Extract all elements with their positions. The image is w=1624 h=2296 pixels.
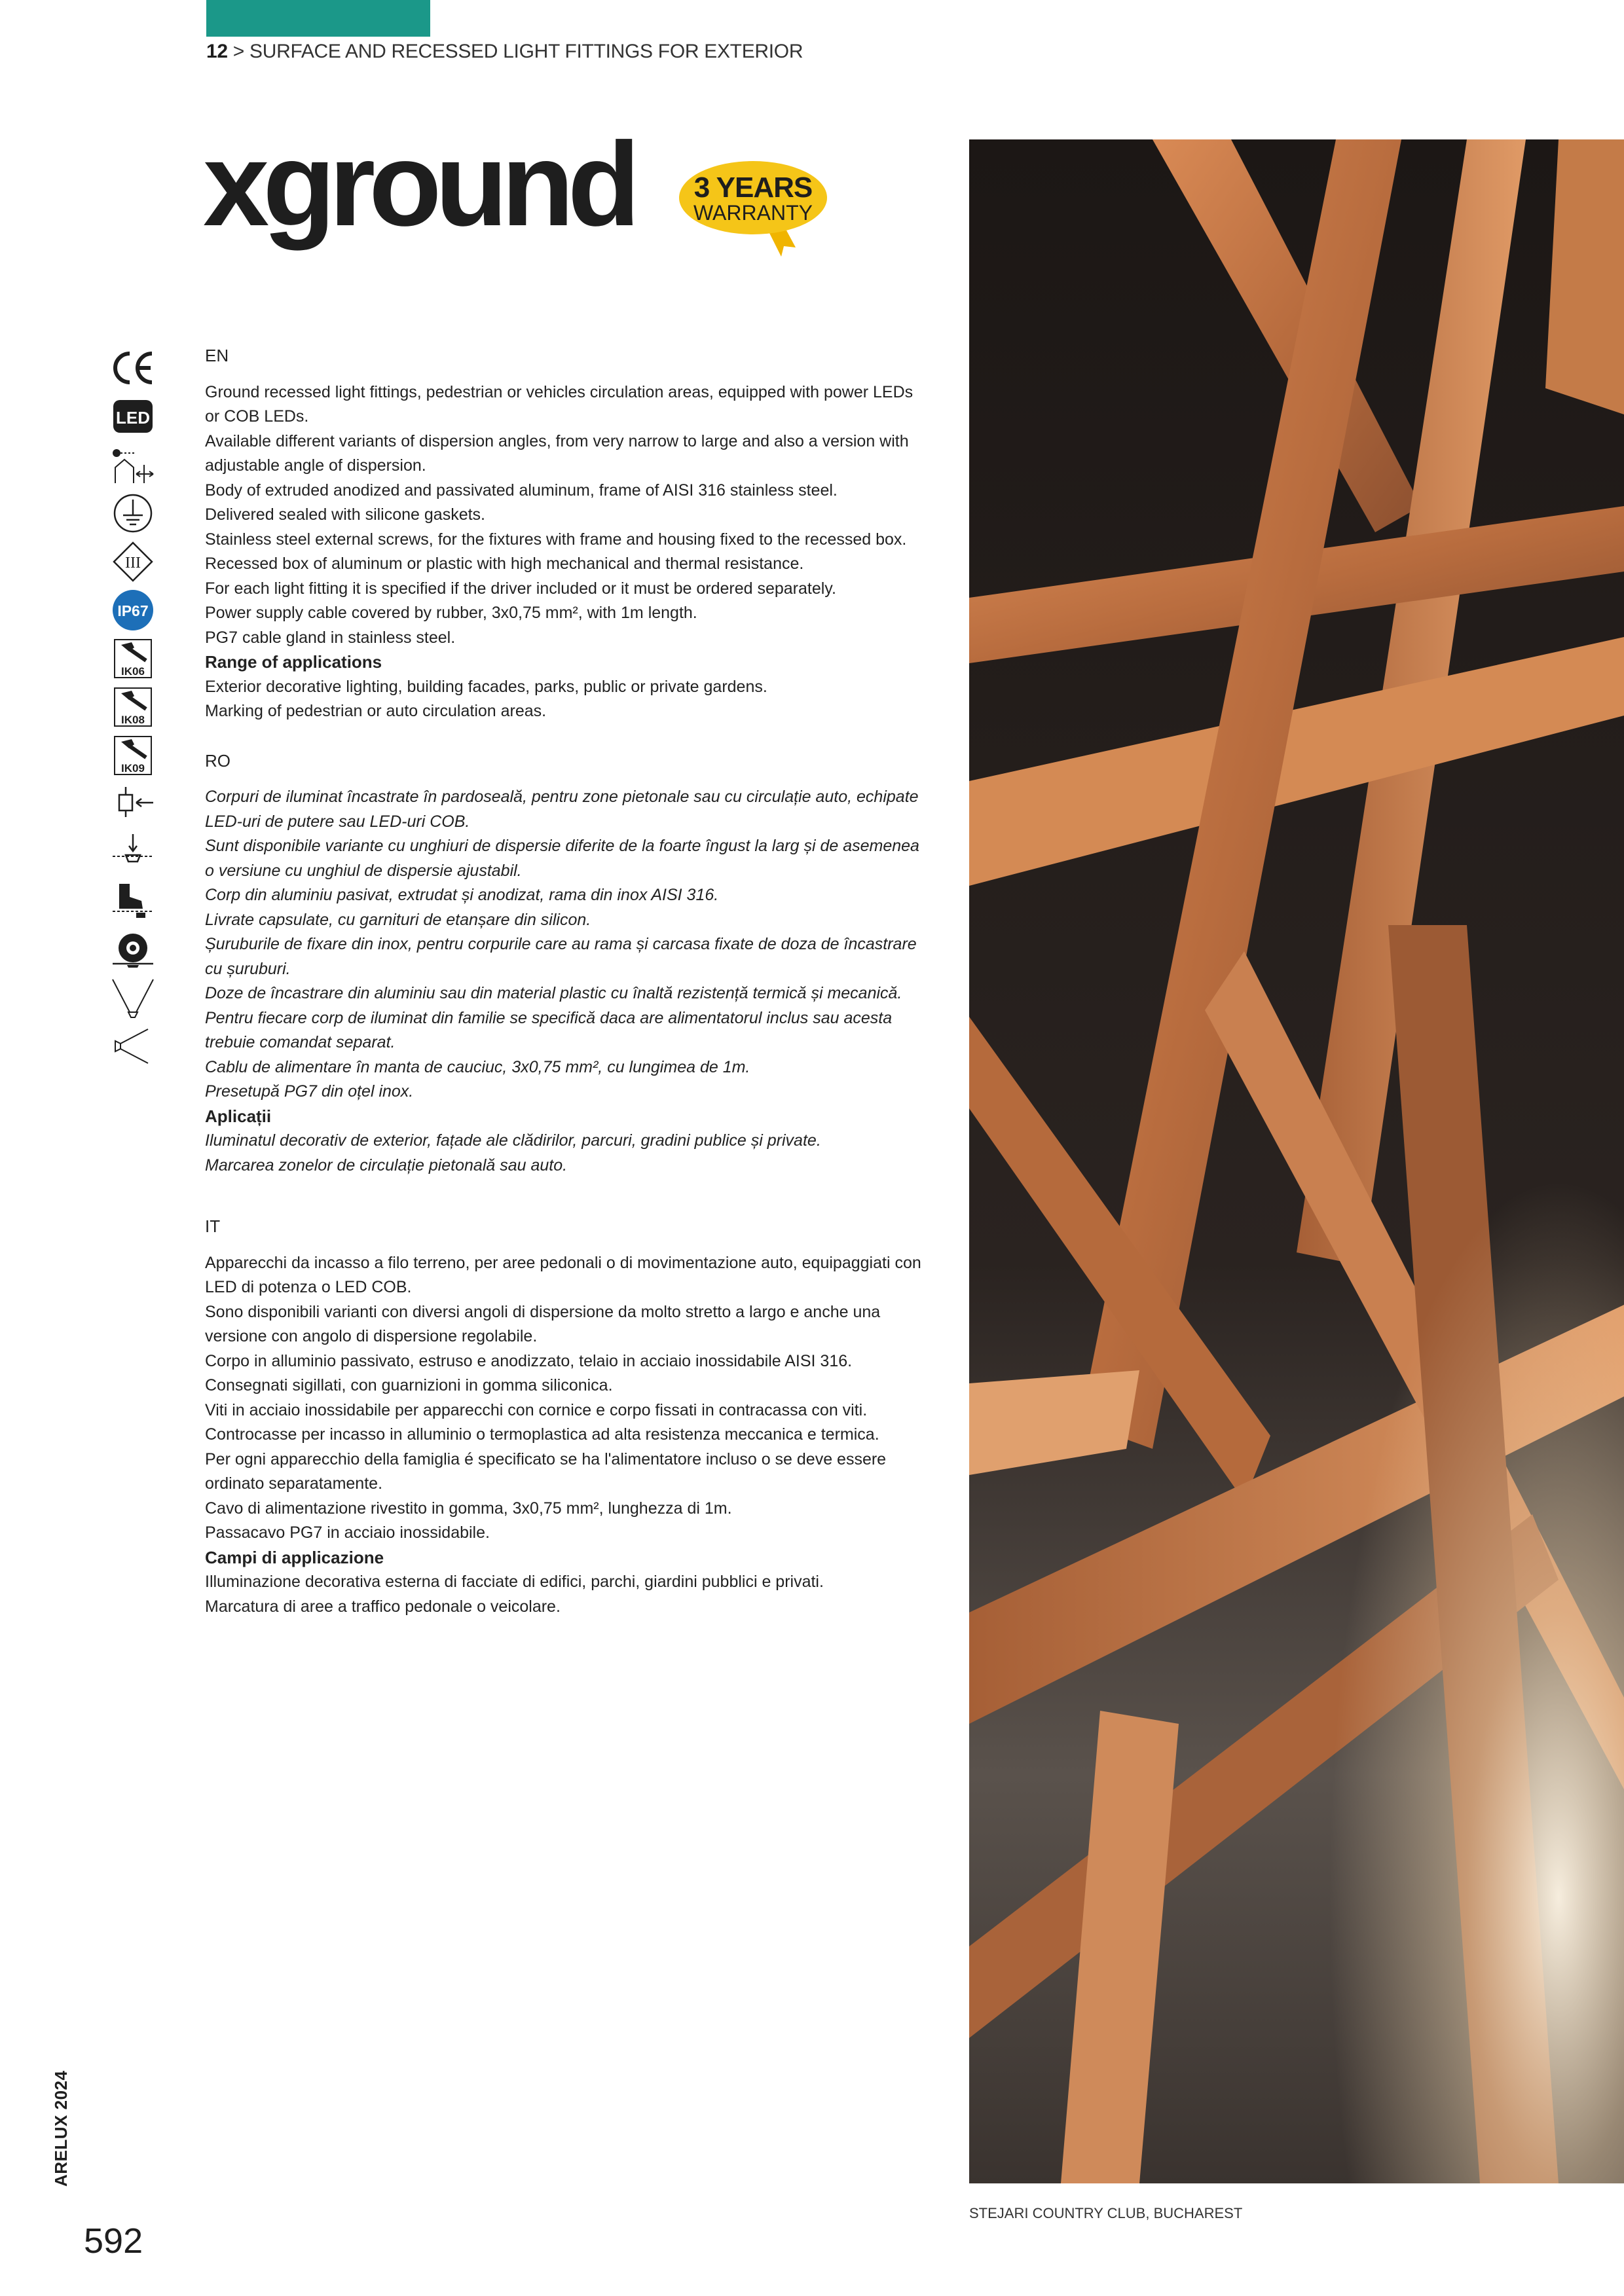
drive-over-icon <box>110 880 156 922</box>
svg-text:IK09: IK09 <box>121 762 145 774</box>
section-color-tab <box>206 0 430 37</box>
en-paragraph: PG7 cable gland in stainless steel. <box>205 628 456 647</box>
load-resistance-icon <box>110 783 156 825</box>
it-paragraph: Per ogni apparecchio della famiglia é specificato se ha l'alimentatore incluso o se deve essere ordinato separatamente. <box>205 1449 887 1493</box>
installation-photo <box>969 139 1624 2183</box>
it-section <box>205 1214 932 1619</box>
en-paragraph: Body of extruded anodized and passivated aluminum, frame of AISI 316 stainless steel. <box>205 481 838 500</box>
en-applications-title: Range of applications <box>205 652 382 672</box>
class-iii-icon <box>110 541 156 583</box>
chapter-number: 12 <box>206 41 228 62</box>
ro-paragraph: Corp din aluminiu pasivat, extrudat și anodizat, rama din inox AISI 316. <box>205 886 719 904</box>
en-paragraph: Delivered sealed with silicone gaskets. <box>205 505 485 524</box>
static-load-icon <box>110 831 156 873</box>
en-application: Marking of pedestrian or auto circulation areas. <box>205 702 547 720</box>
ground-distance-icon <box>110 444 156 486</box>
catalog-edition: ARELUX 2024 <box>51 2070 71 2187</box>
ro-paragraph: Corpuri de iluminat încastrate în pardoseală, pentru zone pietonale sau cu circulație auto, echipate LED-uri de putere sau LED-uri COB. <box>205 788 919 831</box>
ro-paragraph: Sunt disponibile variante cu unghiuri de dispersie diferite de la foarte îngust la larg și de asemenea o versiune cu unghiul de dispersie ajustabil. <box>205 837 919 880</box>
it-paragraph: Sono disponibili varianti con diversi angoli di dispersione da molto stretto a largo e anche una versione con angolo di dispersione regolabile. <box>205 1302 881 1345</box>
page-number: 592 <box>84 2221 143 2261</box>
page-header <box>206 41 803 63</box>
it-paragraph: Corpo in alluminio passivato, estruso e anodizzato, telaio in acciaio inossidabile AISI 316. <box>205 1351 853 1370</box>
ik08-hammer-icon <box>110 686 156 728</box>
ce-mark-icon <box>110 347 156 389</box>
it-application: Marcatura di aree a traffico pedonale o veicolare. <box>205 1597 561 1616</box>
en-section <box>205 344 932 724</box>
warranty-badge <box>678 160 828 236</box>
en-paragraph: Stainless steel external screws, for the fixtures with frame and housing fixed to the recessed box. <box>205 530 907 549</box>
product-title: xground <box>203 117 634 251</box>
ik09-hammer-icon <box>110 735 156 776</box>
it-paragraph: Passacavo PG7 in acciaio inossidabile. <box>205 1523 490 1542</box>
description-column <box>205 344 932 1619</box>
language-label-ro: RO <box>205 750 231 771</box>
it-paragraph: Controcasse per incasso in alluminio o termoplastica ad alta resistenza meccanica e termica. <box>205 1425 879 1444</box>
svg-text:LED: LED <box>116 408 150 428</box>
en-paragraph: Power supply cable covered by rubber, 3x0,75 mm², with 1m length. <box>205 604 697 622</box>
it-applications-title: Campi di applicazione <box>205 1547 384 1567</box>
language-label-en: EN <box>205 346 229 365</box>
svg-text:III: III <box>125 555 141 572</box>
svg-text:IP67: IP67 <box>117 602 149 619</box>
en-paragraph: Available different variants of dispersion angles, from very narrow to large and also a version with adjustable angle of dispersion. <box>205 431 909 475</box>
earth-ground-icon <box>110 492 156 534</box>
section-title: > SURFACE AND RECESSED LIGHT FITTINGS FOR EXTERIOR <box>232 41 803 62</box>
ro-paragraph: Pentru fiecare corp de iluminat din familie se specifică daca are alimentatorul inclus sau acesta trebuie comandat separat. <box>205 1008 893 1051</box>
language-label-it: IT <box>205 1216 221 1236</box>
ro-application: Iluminatul decorativ de exterior, fațade ale clădirilor, parcuri, gradini publice și private. <box>205 1131 821 1150</box>
warranty-label: WARRANTY <box>693 201 813 225</box>
svg-text:IK08: IK08 <box>121 714 145 726</box>
ro-paragraph: Livrate capsulate, cu garnituri de etanșare din silicon. <box>205 910 591 929</box>
en-application: Exterior decorative lighting, building facades, parks, public or private gardens. <box>205 677 767 696</box>
beam-down-icon <box>110 977 156 1019</box>
ro-paragraph: Doze de încastrare din aluminiu sau din material plastic cu înaltă rezistență termică și mecanică. <box>205 984 902 1002</box>
it-application: Illuminazione decorativa esterna di facciate di edifici, parchi, giardini pubblici e privati. <box>205 1573 824 1591</box>
svg-text:IK06: IK06 <box>121 665 145 678</box>
ik06-hammer-icon <box>110 638 156 680</box>
warranty-years: 3 YEARS <box>693 172 813 204</box>
en-paragraph: For each light fitting it is specified if the driver included or it must be ordered separately. <box>205 579 836 598</box>
ro-paragraph: Cablu de alimentare în manta de cauciuc, 3x0,75 mm², cu lungimea de 1m. <box>205 1057 750 1076</box>
ro-section <box>205 749 932 1178</box>
ip67-icon <box>110 589 156 631</box>
it-paragraph: Viti in acciaio inossidabile per apparecchi con cornice e corpo fissati in contracassa con viti. <box>205 1400 868 1419</box>
en-paragraph: Recessed box of aluminum or plastic with high mechanical and thermal resistance. <box>205 555 804 573</box>
ro-paragraph: Presetupă PG7 din oțel inox. <box>205 1082 414 1101</box>
it-paragraph: Apparecchi da incasso a filo terreno, per aree pedonali o di movimentazione auto, equipaggiati con LED di potenza o LED COB. <box>205 1253 921 1296</box>
certification-icons <box>110 347 156 1074</box>
en-paragraph: Ground recessed light fittings, pedestrian or vehicles circulation areas, equipped with power LEDs or COB LEDs. <box>205 382 913 426</box>
ro-applications-title: Aplicații <box>205 1106 272 1126</box>
ro-paragraph: Șuruburile de fixare din inox, pentru corpurile care au rama și carcasa fixate de doza de încastrare cu șuruburi. <box>205 935 917 978</box>
beam-side-icon <box>110 1025 156 1067</box>
photo-caption: STEJARI COUNTRY CLUB, BUCHAREST <box>969 2205 1243 2221</box>
it-paragraph: Cavo di alimentazione rivestito in gomma, 3x0,75 mm², lunghezza di 1m. <box>205 1499 732 1518</box>
it-paragraph: Consegnati sigillati, con guarnizioni in gomma siliconica. <box>205 1376 613 1394</box>
ro-application: Marcarea zonelor de circulație pietonală sau auto. <box>205 1156 568 1175</box>
tire-load-icon <box>110 928 156 970</box>
led-icon <box>110 395 156 437</box>
